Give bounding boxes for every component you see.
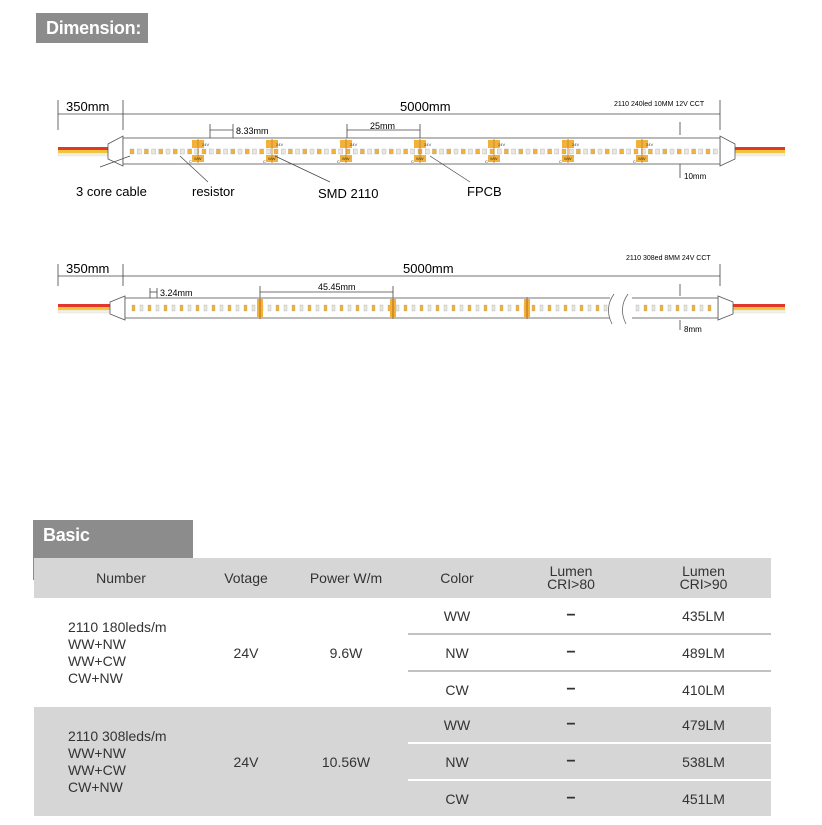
group1-row3-cri80: − [506,671,636,707]
led-chip [572,305,575,311]
strip-2-diagram [0,250,822,340]
pad-ww-label: WW [342,156,350,161]
group2-row1-cri90: 479LM [636,707,771,743]
led-chip [252,149,256,154]
led-chip [512,149,516,154]
pad-voltage-label: 24V [202,142,210,147]
pad-ww-label: WW [490,156,498,161]
group1-number-line: WW+NW [68,635,126,652]
strip1-right-endcap [720,136,735,166]
led-chip [144,149,148,154]
strip1-cable-length: 350mm [66,99,110,114]
strip2-break-gap [610,294,632,324]
led-chip [368,149,372,154]
pad-c-label: C [411,159,414,164]
led-chip [132,305,135,311]
pad-voltage-label: 24V [646,142,654,147]
led-chip [209,149,213,154]
pad-voltage-label: 24V [424,142,432,147]
led-chip [684,305,687,311]
led-chip [504,149,508,154]
led-chip [440,149,444,154]
table-row [34,598,771,634]
led-chip [432,149,436,154]
led-chip [548,149,552,154]
group1-number-line: 2110 180leds/m [68,618,167,635]
led-chip [324,305,327,311]
led-chip [281,149,285,154]
led-chip [452,305,455,311]
pad-ww-label: WW [638,156,646,161]
pad-ww-label: WW [268,156,276,161]
strip1-led-pitch: 8.33mm [236,126,269,136]
group1-number [34,598,208,707]
led-chip [519,149,523,154]
strip1-cut-length: 25mm [370,121,396,131]
header-lumen-cri80 [506,558,636,598]
led-chip [360,149,364,154]
led-chip [548,305,551,311]
led-chip [584,149,588,154]
led-chip [348,305,351,311]
header-lumen-cri80-bottom: CRI>80 [547,576,595,592]
pad-voltage-label: 24V [276,142,284,147]
pad-voltage-label: 24V [572,142,580,147]
group2-number [34,707,208,816]
led-chip [404,149,408,154]
pad-voltage-label: 24V [350,142,358,147]
led-chip [588,305,591,311]
led-chip [204,305,207,311]
led-chip [303,149,307,154]
led-chip [260,149,264,154]
led-chip [375,149,379,154]
group2-row3-color: CW [408,780,506,816]
led-chip [137,149,141,154]
led-chip [316,305,319,311]
strip2-right-cable [733,304,785,313]
led-chip [224,149,228,154]
strip2-width: 8mm [684,325,702,334]
led-chip [708,305,711,311]
strip1-left-cable [58,147,108,156]
parameter-table [34,558,771,816]
strip1-model: 2110 240led 10MM 12V CCT [614,101,705,108]
strip1-cable-label: 3 core cable [76,184,147,199]
basic-parameter-title: Basic [33,520,193,580]
led-chip [562,149,566,154]
strip1-width: 10mm [684,172,707,181]
header-color: Color [408,558,506,598]
led-chip [180,305,183,311]
led-chip [612,149,616,154]
led-chip [356,305,359,311]
led-chip [268,305,271,311]
led-chip [533,149,537,154]
group1-row1-color: WW [443,607,471,624]
group1-row2-cri90: 489LM [636,634,771,671]
group2-number-line: WW+NW [68,744,126,761]
led-chip [159,149,163,154]
led-chip [684,149,688,154]
group2-row1-cri80: − [506,707,636,743]
header-lumen-cri90-top: Lumen [682,563,725,579]
group1-row1-cri80: − [566,606,576,624]
led-chip [220,305,223,311]
group2-number-line: WW+CW [68,761,126,778]
led-chip [476,149,480,154]
header-lumen-cri90 [636,558,771,598]
strip2-led-pitch: 3.24mm [160,288,193,298]
strip-1-diagram [0,90,822,210]
group2-number-line: 2110 308leds/m [68,727,167,744]
led-chip [620,149,624,154]
led-chip [300,305,303,311]
strip1-fpcb-label: FPCB [467,184,502,199]
led-chip [540,305,543,311]
group1-power: 9.6W [329,644,363,661]
led-chip [236,305,239,311]
led-chip [156,305,159,311]
led-chip [296,149,300,154]
led-chip [308,305,311,311]
group1-row3-color: CW [408,671,506,707]
led-chip [492,305,495,311]
led-chip [274,149,278,154]
led-chip [245,149,249,154]
pad-ww-label: WW [416,156,424,161]
led-chip [676,305,679,311]
strip1-strip-length: 5000mm [400,99,451,114]
led-chip [556,305,559,311]
led-chip [627,149,631,154]
led-chip [310,149,314,154]
led-chip [500,305,503,311]
led-chip [596,305,599,311]
led-chip [353,149,357,154]
led-chip [598,149,602,154]
led-chip [497,149,501,154]
led-chip [228,305,231,311]
group1-number-line: CW+NW [68,669,123,686]
header-power: Power W/m [284,558,408,598]
led-chip [670,149,674,154]
led-chip [605,149,609,154]
led-chip [382,149,386,154]
led-chip [202,149,206,154]
strip2-cable-length: 350mm [66,261,110,276]
led-chip [404,305,407,311]
led-chip [508,305,511,311]
led-chip [425,149,429,154]
led-chip [212,305,215,311]
pad-c-label: C [337,159,340,164]
led-chip [324,149,328,154]
led-chip [564,305,567,311]
led-chip [644,305,647,311]
led-chip [166,149,170,154]
group2-row3-cri90: 451LM [636,780,771,816]
led-chip [188,305,191,311]
group2-number-line: CW+NW [68,778,123,795]
led-chip [276,305,279,311]
led-chip [244,305,247,311]
pad-c-label: C [485,159,488,164]
led-chip [148,305,151,311]
led-chip [238,149,242,154]
pad-ww-label: WW [194,156,202,161]
led-chip [372,305,375,311]
led-chip [339,149,343,154]
led-chip [663,149,667,154]
led-chip [188,149,192,154]
pad-voltage-label: 24V [498,142,506,147]
led-chip [476,305,479,311]
group2-row1-color: WW [408,707,506,743]
strip1-smd-label: SMD 2110 [318,186,379,201]
led-chip [332,305,335,311]
strip2-strip-length: 5000mm [403,261,454,276]
led-chip [484,305,487,311]
led-chip [677,149,681,154]
led-chip [692,305,695,311]
group1-row1-cri90: 435LM [682,607,725,624]
led-chip [180,149,184,154]
led-chip [526,149,530,154]
group1-row2-color: NW [408,634,506,671]
led-chip [288,149,292,154]
led-chip [216,149,220,154]
group2-row3-cri80: − [506,780,636,816]
group1-voltage: 24V [233,644,259,661]
group2-row2-color: NW [408,743,506,780]
led-chip [447,149,451,154]
led-chip [152,149,156,154]
led-chip [284,305,287,311]
strip2-left-cable [58,304,110,313]
group2-row2-cri80: − [506,743,636,780]
led-chip [346,149,350,154]
header-voltage: Votage [208,558,284,598]
led-chip [555,149,559,154]
led-chip [173,149,177,154]
strip2-cut-length: 45.45mm [318,282,356,292]
led-chip [648,149,652,154]
led-chip [569,149,573,154]
led-chip [396,305,399,311]
led-chip [389,149,393,154]
led-chip [396,149,400,154]
pad-c-label: C [633,159,636,164]
led-chip [668,305,671,311]
strip2-left-endcap [110,296,125,320]
led-chip [252,305,255,311]
led-chip [700,305,703,311]
led-chip [420,305,423,311]
led-chip [656,149,660,154]
led-chip [540,149,544,154]
led-chip [532,305,535,311]
led-chip [591,149,595,154]
led-chip [516,305,519,311]
led-chip [460,305,463,311]
group2-voltage: 24V [208,707,284,816]
table-row [34,707,771,743]
led-chip [604,305,607,311]
led-chip [164,305,167,311]
led-chip [317,149,321,154]
led-chip [652,305,655,311]
led-chip [692,149,696,154]
pad-c-label: C [559,159,562,164]
led-chip [461,149,465,154]
led-chip [444,305,447,311]
led-chip [292,305,295,311]
led-chip [428,305,431,311]
header-lumen-cri90-bottom: CRI>90 [679,576,728,592]
led-chip [706,149,710,154]
led-chip [380,305,383,311]
group1-row3-cri90: 410LM [636,671,771,707]
led-chip [231,149,235,154]
led-chip [364,305,367,311]
led-chip [636,305,639,311]
strip2-model: 2110 308ed 8MM 24V CCT [626,255,711,262]
group1-row2-cri80: − [506,634,636,671]
group2-row2-cri90: 538LM [636,743,771,780]
table-header-row [34,558,771,598]
led-chip [468,149,472,154]
led-chip [483,149,487,154]
led-chip [634,149,638,154]
group2-power: 10.56W [284,707,408,816]
pad-c-label: C [263,159,266,164]
led-chip [468,305,471,311]
led-chip [436,305,439,311]
dimension-title: Dimension: [36,13,148,43]
led-chip [713,149,717,154]
pad-ww-label: WW [564,156,572,161]
led-chip [576,149,580,154]
led-chip [172,305,175,311]
led-chip [454,149,458,154]
strip1-resistor-label: resistor [192,184,235,199]
pad-c-label: C [189,159,192,164]
led-chip [332,149,336,154]
led-chip [490,149,494,154]
led-chip [660,305,663,311]
strip1-right-cable [735,147,785,156]
led-chip [699,149,703,154]
header-lumen-cri80-top: Lumen [549,563,593,579]
led-chip [411,149,415,154]
led-chip [580,305,583,311]
led-chip [412,305,415,311]
led-chip [340,305,343,311]
header-number: Number [34,558,208,598]
led-chip [267,149,271,154]
led-chip [196,305,199,311]
led-chip [130,149,134,154]
led-chip [140,305,143,311]
strip2-right-endcap [718,296,733,320]
group1-number-line: WW+CW [68,652,126,669]
